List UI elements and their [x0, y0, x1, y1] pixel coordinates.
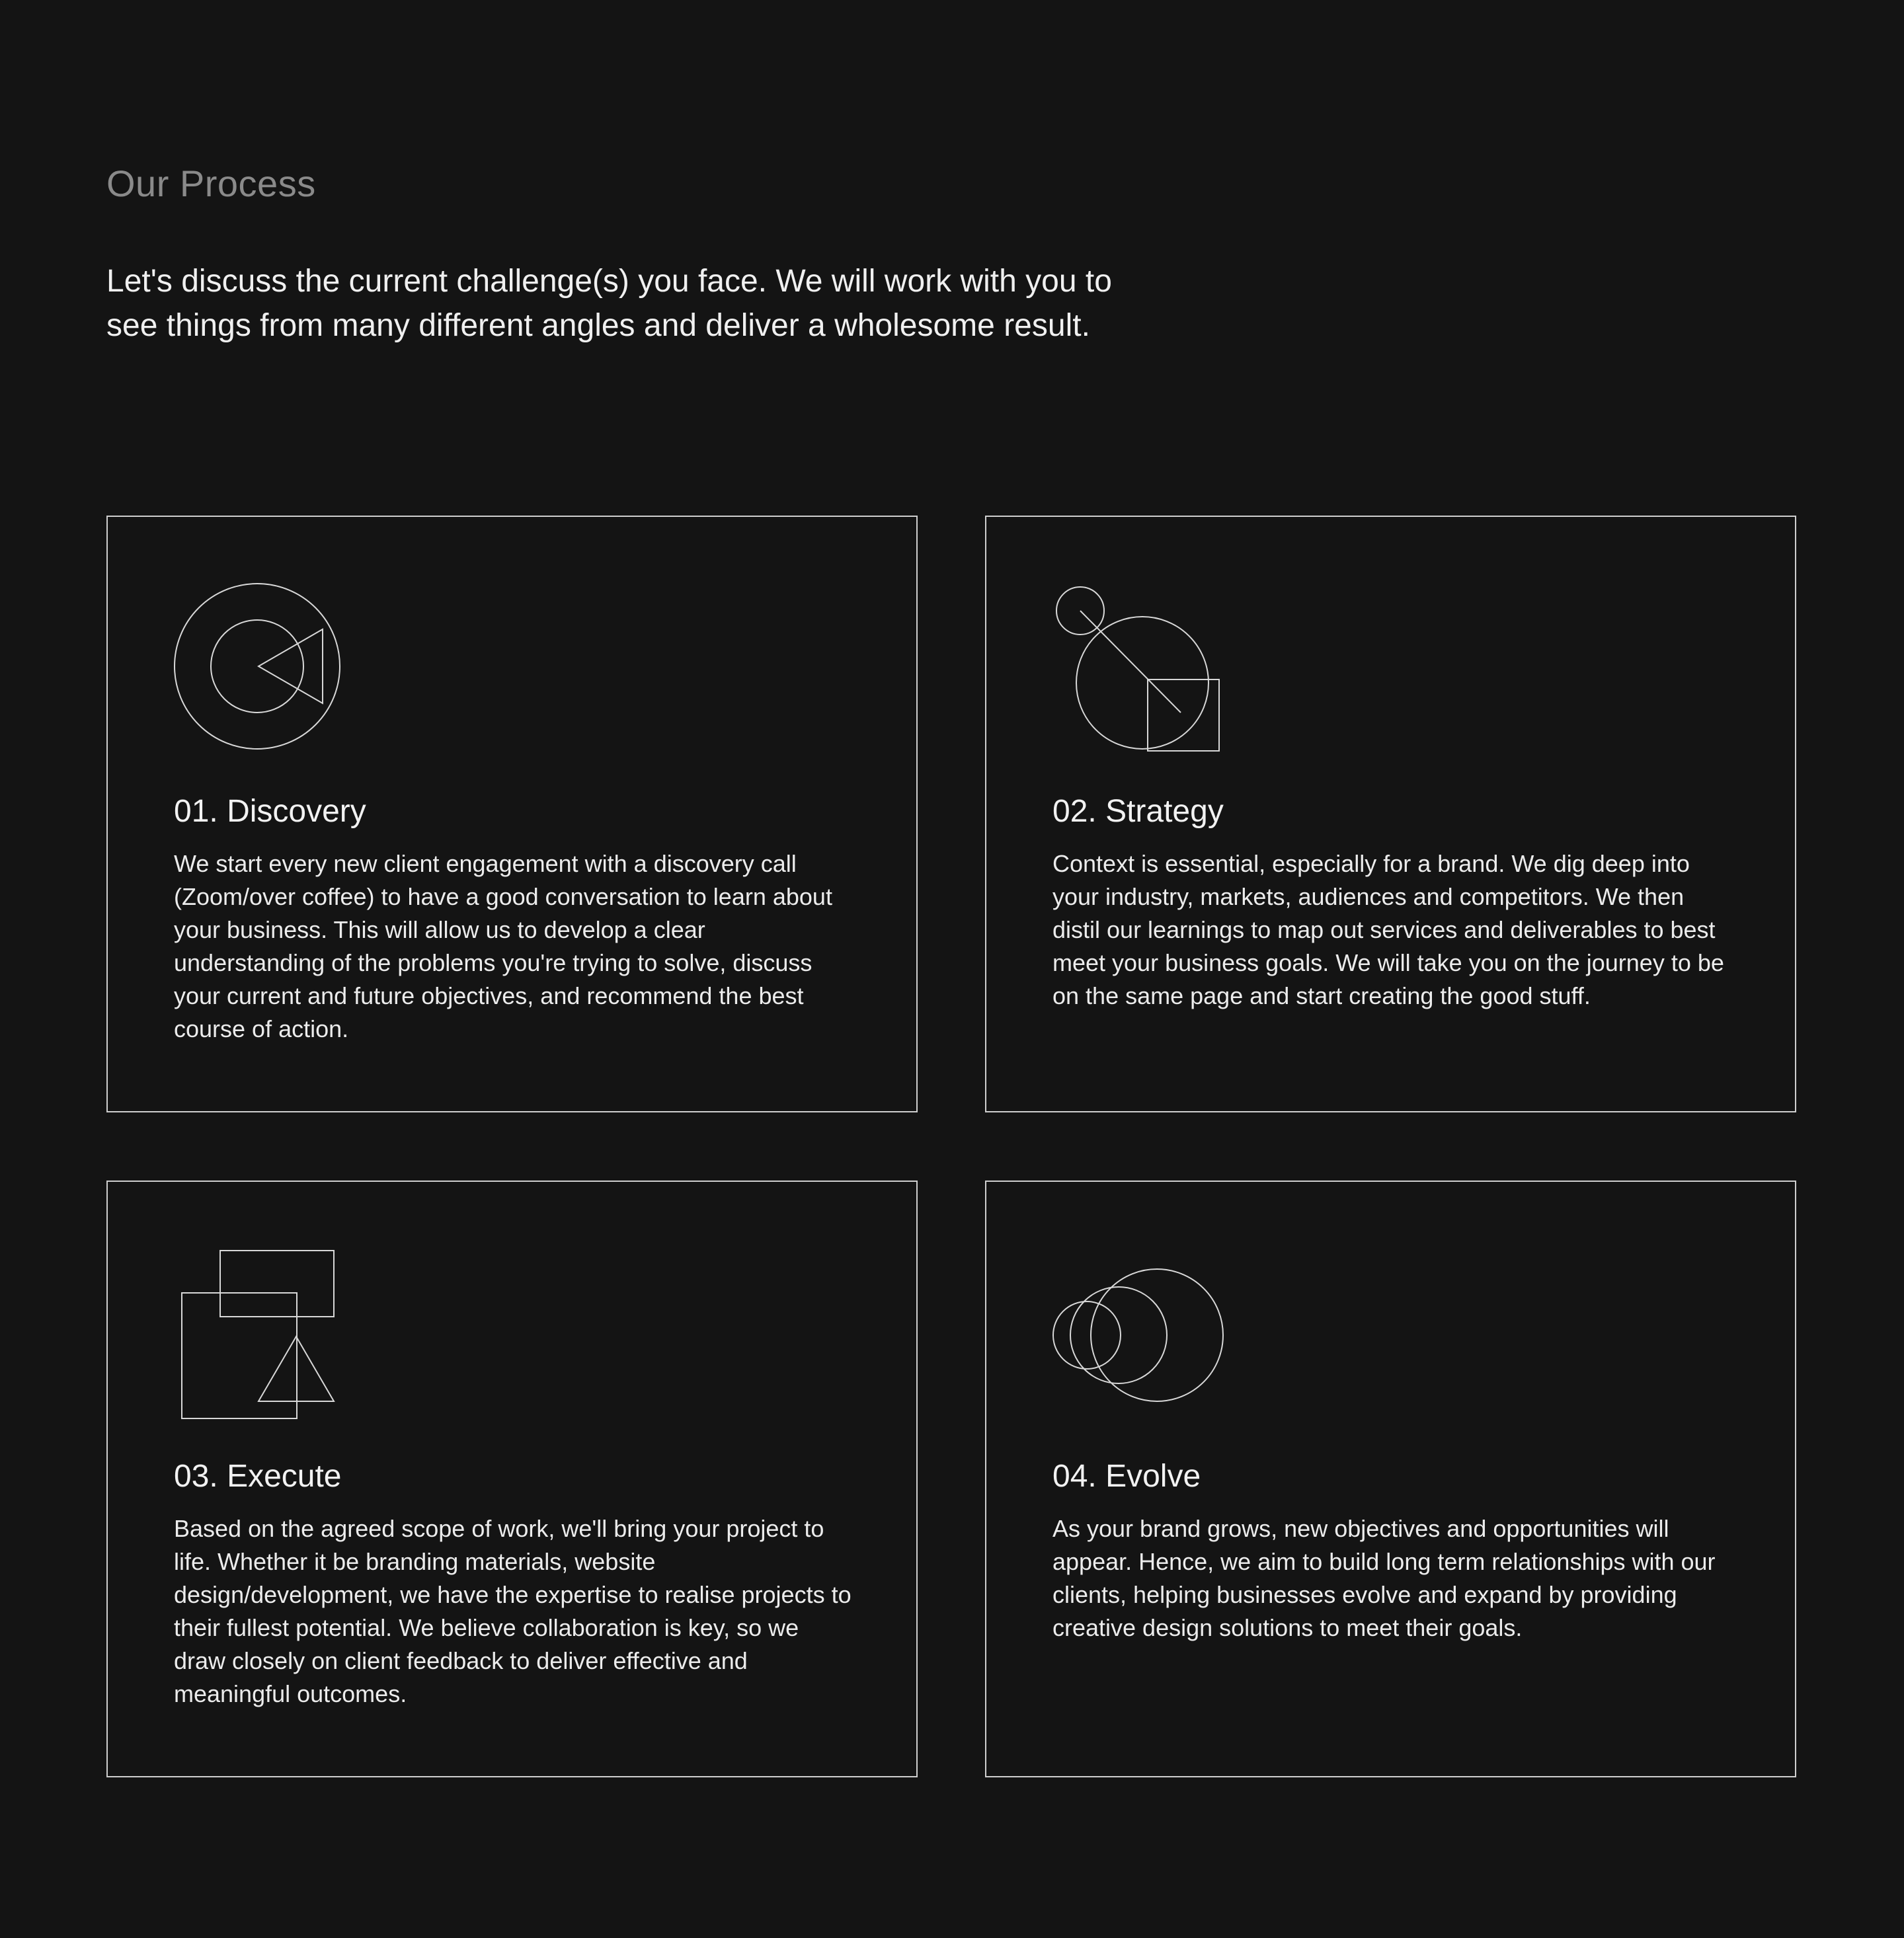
expanding-circles-icon — [1052, 1248, 1238, 1433]
section-label: Our Process — [106, 163, 316, 204]
intro-text: Let's discuss the current challenge(s) you face. We will work with you to see things from many different angles and deliver a wholesome result. — [106, 264, 1112, 343]
circle-triangle-icon — [174, 583, 359, 768]
process-card-strategy — [985, 516, 1796, 1112]
card-title: 01. Discovery — [174, 794, 366, 829]
process-card-evolve — [985, 1181, 1796, 1777]
card-title: 02. Strategy — [1052, 794, 1224, 829]
card-description: As your brand grows, new objectives and opportunities will appear. Hence, we aim to build long term relationships with our clients, helping businesses evolve and expand by providing creative design solutions to meet their goals. — [1052, 1515, 1716, 1641]
card-title: 04. Evolve — [1052, 1459, 1201, 1494]
circle-square-line-icon — [1052, 583, 1238, 768]
rectangles-triangle-icon — [174, 1248, 359, 1433]
card-description: We start every new client engagement with a discovery call (Zoom/over coffee) to have a good conversation to learn about your business. This will allow us to develop a clear understanding of the problems you're trying to solve, discuss your current and future objectives, and recommend the best course of action. — [174, 850, 832, 1042]
card-description: Based on the agreed scope of work, we'll bring your project to life. Whether it be branding materials, website design/development, we have the expertise to realise projects to their fullest potential. We believe collaboration is key, so we draw closely on client feedback to deliver effective and meaningful outcomes. — [174, 1515, 852, 1707]
process-card-discovery — [106, 516, 918, 1112]
card-title: 03. Execute — [174, 1459, 342, 1494]
process-card-execute — [106, 1181, 918, 1777]
card-description: Context is essential, especially for a brand. We dig deep into your industry, markets, audiences and competitors. We then distil our learnings to map out services and deliverables to best meet your business goals. We will take you on the journey to be on the same page and start creating the good stuff. — [1052, 850, 1724, 1009]
